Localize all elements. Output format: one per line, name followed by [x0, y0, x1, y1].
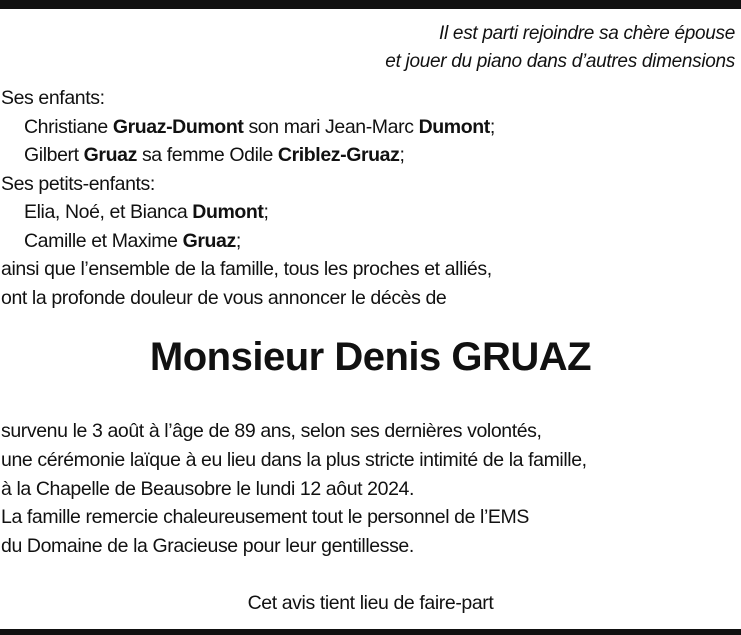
details-line-2: une cérémonie laïque à eu lieu dans la plus stricte intimité de la famille, — [1, 448, 587, 471]
child-1-end: ; — [489, 115, 495, 138]
child-2-surname: Gruaz — [83, 144, 137, 166]
epigraph-line-1: Il est parti rejoindre sa chère épouse — [439, 23, 735, 44]
closing-line-2: ont la profonde douleur de vous annoncer le décès de — [1, 286, 447, 309]
child-line-1 — [1, 113, 495, 142]
details-line-1: survenu le 3 août à l’âge de 89 ans, selon ses dernières volontés, — [1, 420, 542, 442]
details-line-5: du Domaine de la Gracieuse pour leur gentillesse. — [1, 535, 414, 558]
grandchild-line-1 — [1, 198, 495, 227]
details-line-3: à la Chapelle de Beausobre le lundi 12 aôut 2024. — [1, 477, 414, 500]
child-line-2 — [1, 141, 495, 170]
grandchild-2-end: ; — [235, 229, 241, 252]
epigraph — [385, 20, 735, 76]
deceased-name: Monsieur Denis GRUAZ — [149, 335, 592, 379]
child-2-given-name: Gilbert — [24, 144, 84, 166]
epigraph-line-2: et jouer du piano dans d’autres dimensions — [385, 51, 735, 72]
grandchild-2-given-names: Camille et Maxime — [24, 229, 183, 252]
bottom-border-rule — [0, 629, 741, 635]
child-1-relation: son mari Jean-Marc — [243, 115, 419, 138]
child-1-given-name: Christiane — [24, 115, 113, 138]
top-border-rule — [0, 0, 741, 9]
child-2-spouse-surname: Criblez-Gruaz — [277, 144, 400, 166]
grandchild-1-end: ; — [263, 201, 269, 223]
grandchildren-heading: Ses petits-enfants: — [1, 172, 155, 195]
children-heading: Ses enfants: — [1, 87, 105, 109]
grandchild-1-given-names: Elia, Noé, et Bianca — [24, 201, 193, 223]
footer-note: Cet avis tient lieu de faire-part — [247, 592, 494, 614]
child-2-end: ; — [399, 144, 405, 166]
details-line-4: La famille remercie chaleureusement tout le personnel de l’EMS — [1, 506, 529, 529]
closing-line-1: ainsi que l’ensemble de la famille, tous les proches et alliés, — [1, 258, 492, 280]
grandchild-2-surname: Gruaz — [182, 229, 236, 252]
family-announcement — [1, 84, 495, 312]
child-1-surname: Gruaz-Dumont — [112, 115, 244, 138]
child-2-relation: sa femme Odile — [136, 144, 278, 166]
grandchild-line-2 — [1, 227, 495, 256]
child-1-spouse-surname: Dumont — [418, 115, 490, 138]
grandchild-1-surname: Dumont — [192, 201, 264, 223]
ceremony-details — [1, 417, 587, 561]
